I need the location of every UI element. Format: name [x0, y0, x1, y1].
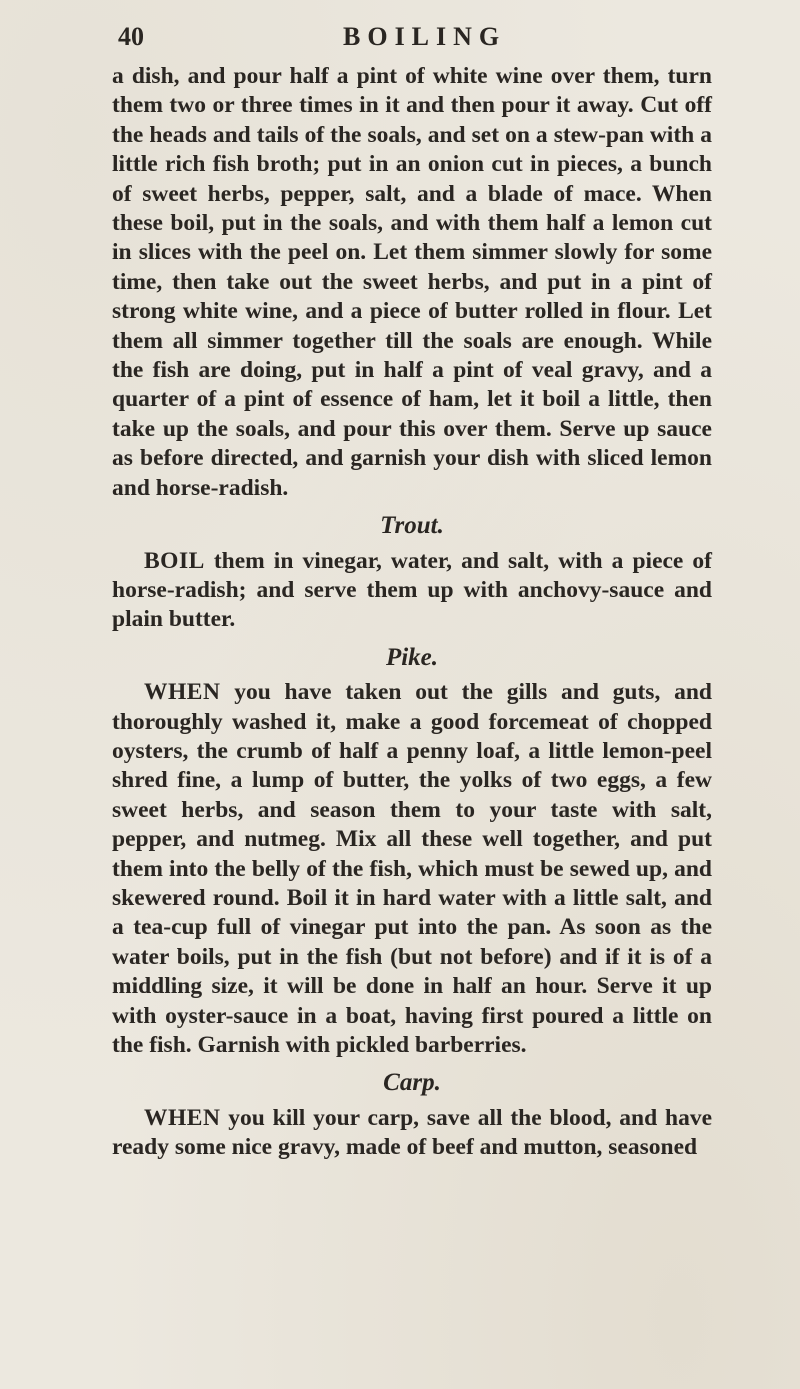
pike-paragraph	[112, 678, 712, 1060]
carp-paragraph	[112, 1104, 712, 1163]
carp-text: you kill your carp, save all the blood, and have ready some nice gravy, made of beef and mutton, seasoned	[112, 1104, 712, 1161]
page-header	[118, 22, 678, 62]
trout-lead-word: BOIL	[144, 547, 205, 574]
section-heading-carp: Carp.	[383, 1069, 441, 1097]
page-number: 40	[118, 22, 144, 51]
trout-paragraph	[112, 547, 712, 635]
section-heading-trout: Trout.	[380, 512, 444, 540]
running-head: BOILING	[343, 22, 507, 51]
carp-lead-word: WHEN	[144, 1104, 221, 1131]
pike-text: you have taken out the gills and guts, and thoroughly washed it, make a good forcemeat of chopped oysters, the crumb of half a penny loaf, a little lemon-peel shred fine, a lump of butter, the yolks of two eggs, a few sweet herbs, and season them to your taste with salt, pepper, and nutmeg. Mix all these well together, and put them into the belly of the fish, which must be sewed up, and skewered round. Boil it in hard water with a little salt, and a tea-cup full of vinegar put into the pan. As soon as the water boils, put in the fish (but not before) and if it is of a middling size, it will be done in half an hour. Serve it up with oyster-sauce in a boat, having first poured a little on the fish. Garnish with pickled barberries.	[112, 679, 712, 1058]
pike-lead-word: WHEN	[144, 679, 221, 706]
section-heading-pike: Pike.	[385, 643, 439, 671]
continuation-paragraph: a dish, and pour half a pint of white wine over them, turn them two or three times in it and then pour it away. Cut off the heads and tails of the soals, and set on a stew-pan with a little rich fish broth; put in an onion cut in pieces, a bunch of sweet herbs, pepper, salt, and a blade of mace. When these boil, put in the soals, and with them half a lemon cut in slices with the peel on. Let them simmer slowly for some time, then take out the sweet herbs, and put in a pint of strong white wine, and a piece of butter rolled in flour. Let them all simmer together till the soals are enough. While the fish are doing, put in half a pint of veal gravy, and a quarter of a pint of essence of ham, let it boil a little, then take up the soals, and pour this over them. Serve up sauce as before directed, and garnish your dish with sliced lemon and horse-radish.	[112, 63, 712, 501]
trout-text: them in vinegar, water, and salt, with a piece of horse-radish; and serve them up with anchovy-sauce and plain butter.	[112, 547, 712, 633]
body-text	[112, 62, 712, 1163]
